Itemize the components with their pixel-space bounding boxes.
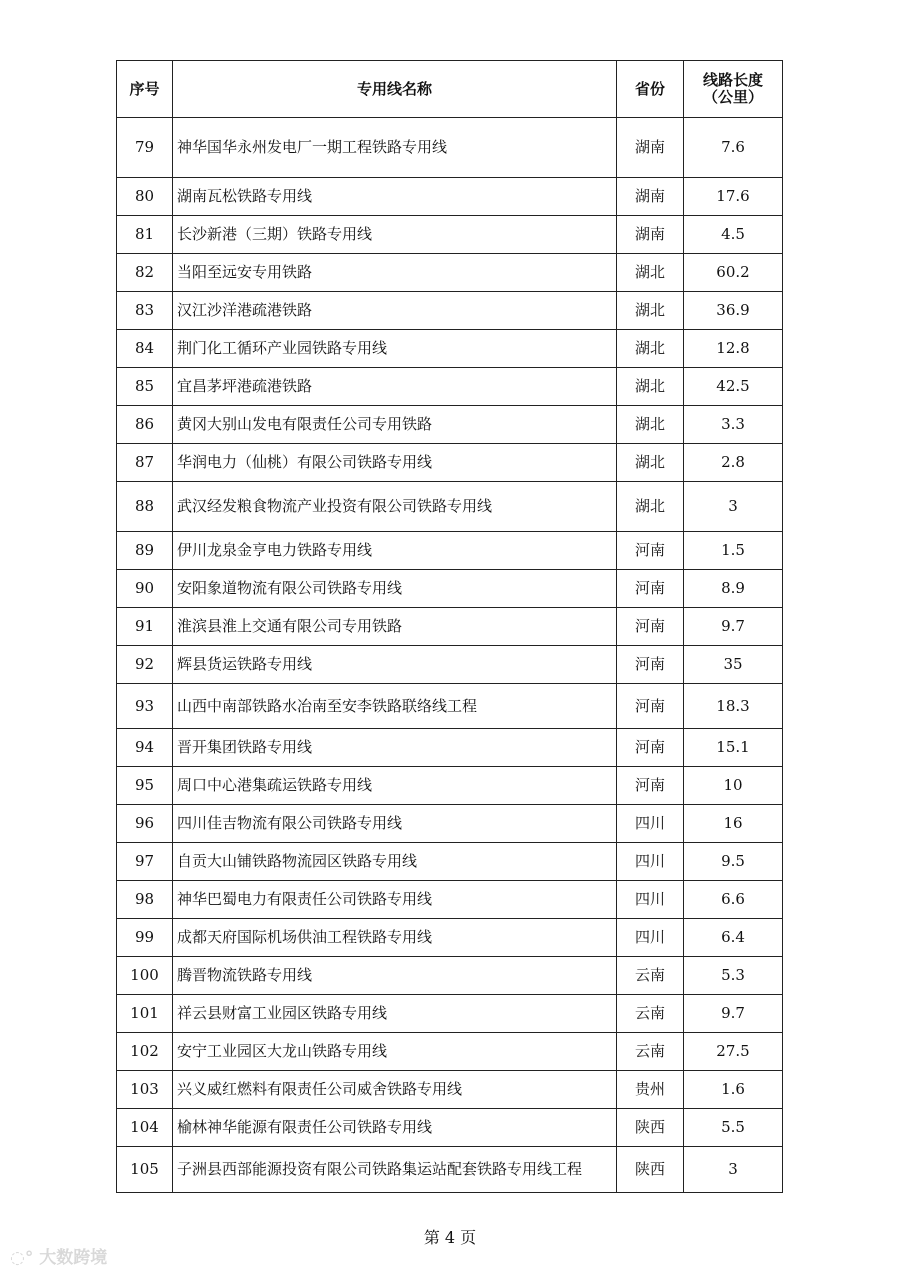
- cell-name: 汉江沙洋港疏港铁路: [173, 292, 617, 330]
- cell-no: 96: [117, 805, 173, 843]
- cell-no: 95: [117, 767, 173, 805]
- cell-length: 16: [684, 805, 783, 843]
- header-length-line1: 线路长度: [702, 71, 763, 89]
- table-row: [117, 1071, 783, 1109]
- cell-name: 山西中南部铁路水冶南至安李铁路联络线工程: [173, 684, 617, 729]
- cell-length: 18.3: [684, 684, 783, 729]
- cell-no: 88: [117, 482, 173, 532]
- cell-name: 四川佳吉物流有限公司铁路专用线: [173, 805, 617, 843]
- watermark-text: 大数跨境: [39, 1248, 108, 1268]
- table-row: [117, 729, 783, 767]
- table-row: [117, 1109, 783, 1147]
- cell-no: 103: [117, 1071, 173, 1109]
- cell-name: 子洲县西部能源投资有限公司铁路集运站配套铁路专用线工程: [173, 1147, 617, 1193]
- cell-length: 15.1: [684, 729, 783, 767]
- table-row: [117, 482, 783, 532]
- cell-length: 1.6: [684, 1071, 783, 1109]
- cell-province: 河南: [617, 532, 684, 570]
- cell-length: 42.5: [684, 368, 783, 406]
- table-row: [117, 444, 783, 482]
- cell-length: 60.2: [684, 254, 783, 292]
- cell-name: 周口中心港集疏运铁路专用线: [173, 767, 617, 805]
- cell-no: 89: [117, 532, 173, 570]
- cell-province: 河南: [617, 729, 684, 767]
- header-name: 专用线名称: [173, 61, 617, 118]
- cell-province: 四川: [617, 881, 684, 919]
- cell-length: 9.5: [684, 843, 783, 881]
- cell-name: 晋开集团铁路专用线: [173, 729, 617, 767]
- cell-province: 河南: [617, 646, 684, 684]
- table-row: [117, 957, 783, 995]
- table-row: [117, 178, 783, 216]
- table-row: [117, 767, 783, 805]
- railway-table: [116, 60, 783, 1193]
- cell-length: 9.7: [684, 608, 783, 646]
- cell-no: 98: [117, 881, 173, 919]
- cell-name: 当阳至远安专用铁路: [173, 254, 617, 292]
- table-row: [117, 330, 783, 368]
- page-number: 第 4 页: [423, 1228, 477, 1247]
- cell-length: 4.5: [684, 216, 783, 254]
- table-row: [117, 995, 783, 1033]
- cell-name: 榆林神华能源有限责任公司铁路专用线: [173, 1109, 617, 1147]
- cell-name: 成都天府国际机场供油工程铁路专用线: [173, 919, 617, 957]
- cell-province: 陕西: [617, 1109, 684, 1147]
- table-body: [117, 118, 783, 1193]
- cell-no: 87: [117, 444, 173, 482]
- cell-province: 云南: [617, 1033, 684, 1071]
- cell-province: 河南: [617, 570, 684, 608]
- cell-length: 3: [684, 1147, 783, 1193]
- table-row: [117, 843, 783, 881]
- cell-length: 17.6: [684, 178, 783, 216]
- cell-length: 27.5: [684, 1033, 783, 1071]
- cell-province: 湖南: [617, 216, 684, 254]
- cell-province: 湖北: [617, 406, 684, 444]
- cell-length: 12.8: [684, 330, 783, 368]
- cell-no: 85: [117, 368, 173, 406]
- table-row: [117, 118, 783, 178]
- cell-name: 神华国华永州发电厂一期工程铁路专用线: [173, 118, 617, 178]
- cell-name: 宜昌茅坪港疏港铁路: [173, 368, 617, 406]
- table-row: [117, 1033, 783, 1071]
- cell-name: 武汉经发粮食物流产业投资有限公司铁路专用线: [173, 482, 617, 532]
- cell-no: 104: [117, 1109, 173, 1147]
- cell-province: 四川: [617, 919, 684, 957]
- cell-name: 兴义威红燃料有限责任公司威舍铁路专用线: [173, 1071, 617, 1109]
- cell-no: 97: [117, 843, 173, 881]
- table-header-row: [117, 61, 783, 118]
- table-row: [117, 292, 783, 330]
- cell-province: 湖南: [617, 178, 684, 216]
- cell-no: 81: [117, 216, 173, 254]
- cell-no: 91: [117, 608, 173, 646]
- cell-length: 3: [684, 482, 783, 532]
- table-row: [117, 881, 783, 919]
- cell-length: 36.9: [684, 292, 783, 330]
- cell-no: 82: [117, 254, 173, 292]
- cell-province: 云南: [617, 995, 684, 1033]
- cell-no: 94: [117, 729, 173, 767]
- table-row: [117, 216, 783, 254]
- table-row: [117, 805, 783, 843]
- header-length: [684, 61, 783, 118]
- cell-province: 贵州: [617, 1071, 684, 1109]
- cell-province: 四川: [617, 843, 684, 881]
- cell-length: 5.3: [684, 957, 783, 995]
- cell-length: 3.3: [684, 406, 783, 444]
- cell-name: 湖南瓦松铁路专用线: [173, 178, 617, 216]
- cell-length: 35: [684, 646, 783, 684]
- cell-province: 湖北: [617, 444, 684, 482]
- cell-length: 6.4: [684, 919, 783, 957]
- cell-province: 湖北: [617, 330, 684, 368]
- header-province: 省份: [617, 61, 684, 118]
- cell-province: 陕西: [617, 1147, 684, 1193]
- cell-name: 安宁工业园区大龙山铁路专用线: [173, 1033, 617, 1071]
- header-length-line2: （公里）: [702, 88, 763, 106]
- cell-no: 99: [117, 919, 173, 957]
- cell-province: 湖北: [617, 254, 684, 292]
- cell-province: 河南: [617, 608, 684, 646]
- cell-province: 湖北: [617, 482, 684, 532]
- table-row: [117, 608, 783, 646]
- cell-no: 93: [117, 684, 173, 729]
- cell-name: 自贡大山铺铁路物流园区铁路专用线: [173, 843, 617, 881]
- watermark: [10, 1243, 107, 1268]
- cell-no: 105: [117, 1147, 173, 1193]
- cell-name: 黄冈大别山发电有限责任公司专用铁路: [173, 406, 617, 444]
- cell-no: 90: [117, 570, 173, 608]
- cell-name: 华润电力（仙桃）有限公司铁路专用线: [173, 444, 617, 482]
- table-row: [117, 570, 783, 608]
- cell-name: 长沙新港（三期）铁路专用线: [173, 216, 617, 254]
- table-row: [117, 406, 783, 444]
- table-row: [117, 919, 783, 957]
- cell-length: 1.5: [684, 532, 783, 570]
- cell-no: 79: [117, 118, 173, 178]
- table-row: [117, 684, 783, 729]
- table-row: [117, 368, 783, 406]
- cell-name: 淮滨县淮上交通有限公司专用铁路: [173, 608, 617, 646]
- cell-province: 四川: [617, 805, 684, 843]
- cell-name: 安阳象道物流有限公司铁路专用线: [173, 570, 617, 608]
- cell-length: 6.6: [684, 881, 783, 919]
- table-row: [117, 532, 783, 570]
- cell-name: 荆门化工循环产业园铁路专用线: [173, 330, 617, 368]
- cell-length: 5.5: [684, 1109, 783, 1147]
- cell-no: 83: [117, 292, 173, 330]
- cell-province: 湖北: [617, 368, 684, 406]
- cell-name: 腾晋物流铁路专用线: [173, 957, 617, 995]
- cell-no: 101: [117, 995, 173, 1033]
- cell-length: 8.9: [684, 570, 783, 608]
- cell-no: 84: [117, 330, 173, 368]
- table-row: [117, 1147, 783, 1193]
- cell-name: 神华巴蜀电力有限责任公司铁路专用线: [173, 881, 617, 919]
- cell-no: 102: [117, 1033, 173, 1071]
- cell-province: 湖南: [617, 118, 684, 178]
- cell-length: 9.7: [684, 995, 783, 1033]
- cell-province: 河南: [617, 767, 684, 805]
- cell-province: 云南: [617, 957, 684, 995]
- cell-no: 100: [117, 957, 173, 995]
- cell-name: 伊川龙泉金亨电力铁路专用线: [173, 532, 617, 570]
- cell-name: 祥云县财富工业园区铁路专用线: [173, 995, 617, 1033]
- cell-province: 湖北: [617, 292, 684, 330]
- table-row: [117, 646, 783, 684]
- cell-no: 86: [117, 406, 173, 444]
- watermark-logo-icon: ◌°: [10, 1248, 34, 1268]
- header-no: 序号: [117, 61, 173, 118]
- cell-name: 辉县货运铁路专用线: [173, 646, 617, 684]
- cell-length: 7.6: [684, 118, 783, 178]
- cell-length: 2.8: [684, 444, 783, 482]
- cell-length: 10: [684, 767, 783, 805]
- cell-no: 80: [117, 178, 173, 216]
- cell-no: 92: [117, 646, 173, 684]
- cell-province: 河南: [617, 684, 684, 729]
- table-row: [117, 254, 783, 292]
